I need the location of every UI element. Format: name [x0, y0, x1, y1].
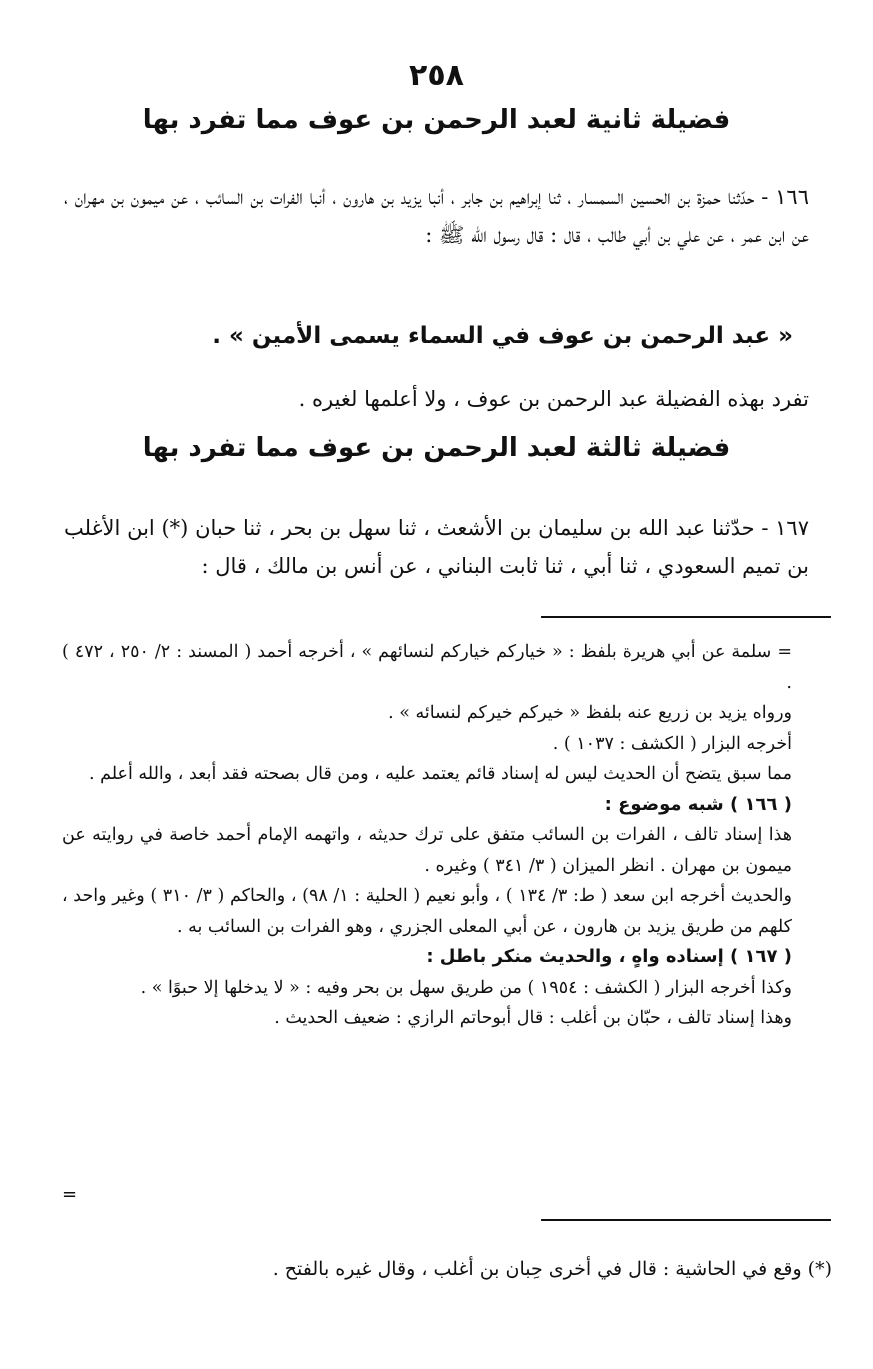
hadith-166-text: ١٦٦ - حدّثنا حمزة بن الحسين السمسار ، ثنا إبراهيم بن جابر ، أنبا يزيد بن هارون ، أنبا الفرات بن السائب ، عن ميمون بن مهران ، عن ابن عمر ، عن علي بن أبي طالب ، قال : قال رسول الله ﷺ : [64, 185, 809, 247]
footnote-heading-167: ( ١٦٧ ) إسناده واهٍ ، والحديث منكر باطل : [426, 946, 792, 967]
footnote-line: هذا إسناد تالف ، الفرات بن السائب متفق على ترك حديثه ، واتهمه الإمام أحمد خاصة في روايته عن ميمون بن مهران . انظر الميزان ( ٣/ ٣٤١ ) وغيره . [62, 825, 792, 876]
section-heading-third-virtue: فضيلة ثالثة لعبد الرحمن بن عوف مما تفرد بها [142, 433, 731, 463]
footnote-line: = سلمة عن أبي هريرة بلفظ : « خياركم خياركم لنسائهم » ، أخرجه أحمد ( المسند : ٢/ ٢٥٠ ، ٤٧٢ ) . [62, 642, 793, 693]
footnote-line: مما سبق يتضح أن الحديث ليس له إسناد قائم يعتمد عليه ، ومن قال بصحته فقد أبعد ، والله أعلم . [88, 764, 792, 784]
hadith-167-text: ١٦٧ - حدّثنا عبد الله بن سليمان بن الأشعث ، ثنا سهل بن بحر ، ثنا حبان (*) ابن الأغلب بن تميم السعودي ، ثنا أبي ، ثنا ثابت البناني ، عن أنس بن مالك ، قال : [64, 516, 809, 578]
footnote-line: ورواه يزيد بن زريع عنه بلفظ « خيركم خيركم لنسائه » . [388, 703, 792, 723]
section-heading-second-virtue: فضيلة ثانية لعبد الرحمن بن عوف مما تفرد بها [142, 105, 731, 135]
margin-note: (*) وقع في الحاشية : قال في أخرى حِبان بن أغلب ، وقال غيره بالفتح . [272, 1258, 832, 1280]
footnote-heading-166: ( ١٦٦ ) شبه موضوع : [604, 793, 792, 815]
footnote-divider-top [541, 616, 831, 618]
footnote-line: والحديث أخرجه ابن سعد ( ط: ٣/ ١٣٤ ) ، وأبو نعيم ( الحلية : ١/ ٩٨) ، والحاكم ( ٣/ ٣١٠ ) وغير واحد ، كلهم من طريق يزيد بن هارون ، عن أبي المعلى الجزري ، وهو الفرات بن السائب به . [62, 886, 792, 937]
footnote-continuation-mark: = [62, 1184, 78, 1205]
hadith-166-quote: « عبد الرحمن بن عوف في السماء يسمى الأمين » . [212, 323, 793, 349]
footnote-line: أخرجه البزار ( الكشف : ١٠٣٧ ) . [552, 733, 792, 754]
footnote-line: وهذا إسناد تالف ، حبّان بن أغلب : قال أبوحاتم الرازي : ضعيف الحديث . [274, 1008, 792, 1028]
footnote-line: وكذا أخرجه البزار ( الكشف : ١٩٥٤ ) من طريق سهل بن بحر وفيه : « لا يدخلها إلا حبوًا » . [140, 977, 792, 998]
hadith-166-comment: تفرد بهذه الفضيلة عبد الرحمن بن عوف ، ولا أعلمها لغيره . [298, 387, 809, 411]
page-number: ٢٥٨ [409, 58, 464, 93]
footnotes-block [62, 637, 792, 1034]
footnote-divider-bottom [541, 1219, 831, 1221]
